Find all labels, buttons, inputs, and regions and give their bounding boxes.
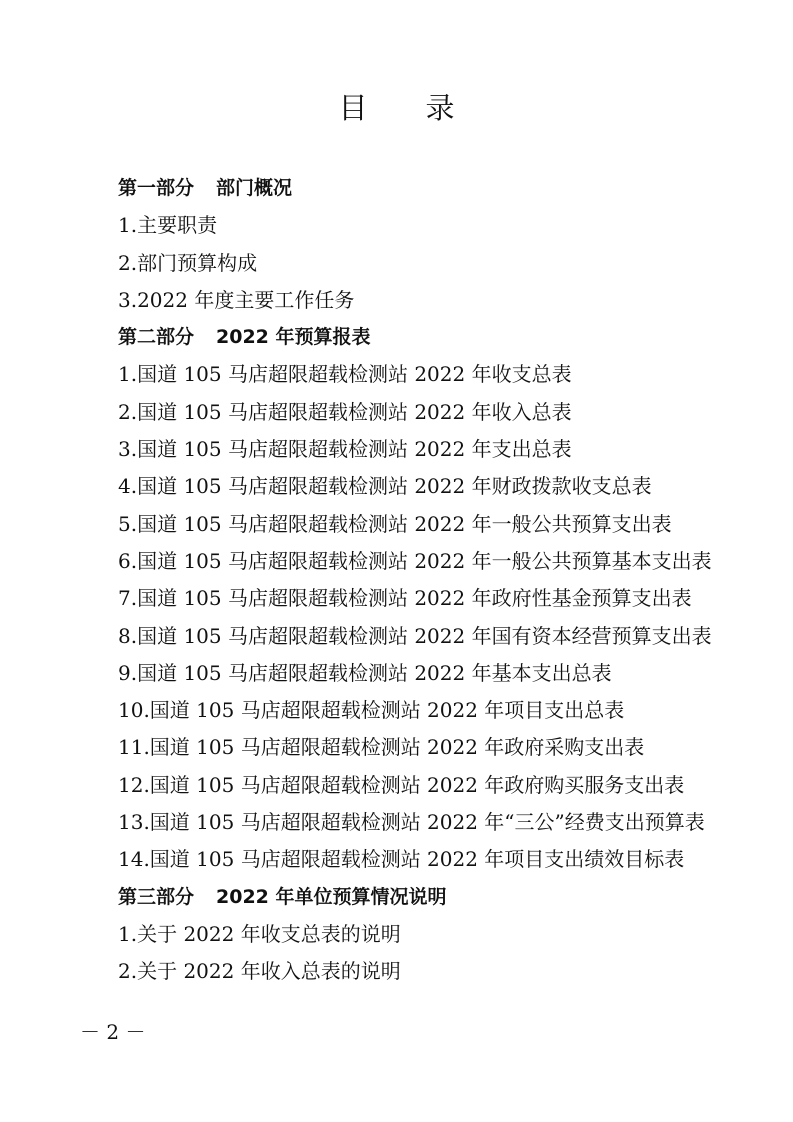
part-label: 第三部分 (118, 885, 195, 908)
part-name: 2022 年预算报表 (216, 326, 371, 349)
toc-item: 9.国道 105 马店超限超载检测站 2022 年基本支出总表 (118, 660, 612, 685)
toc-item: 1.主要职责 (118, 213, 218, 238)
toc-part-2-heading (118, 319, 758, 356)
toc-item: 4.国道 105 马店超限超载检测站 2022 年财政拨款收支总表 (118, 474, 652, 499)
page-title (0, 88, 793, 128)
toc-item: 12.国道 105 马店超限超载检测站 2022 年政府购买服务支出表 (118, 772, 685, 797)
toc-item: 2.关于 2022 年收入总表的说明 (118, 959, 401, 984)
toc-item: 13.国道 105 马店超限超载检测站 2022 年“三公”经费支出预算表 (118, 810, 705, 835)
part-label: 第二部分 (118, 326, 195, 349)
toc-item: 10.国道 105 马店超限超载检测站 2022 年项目支出总表 (118, 698, 625, 723)
table-of-contents (118, 170, 758, 991)
toc-item: 1.国道 105 马店超限超载检测站 2022 年收支总表 (118, 362, 572, 387)
toc-item: 3.国道 105 马店超限超载检测站 2022 年支出总表 (118, 437, 572, 462)
toc-item: 2.国道 105 马店超限超载检测站 2022 年收入总表 (118, 399, 572, 424)
toc-item: 7.国道 105 马店超限超载检测站 2022 年政府性基金预算支出表 (118, 586, 692, 611)
part-name: 部门概况 (216, 177, 293, 199)
toc-part-3-heading (118, 879, 758, 916)
part-name: 2022 年单位预算情况说明 (216, 885, 447, 908)
toc-item: 3.2022 年度主要工作任务 (118, 287, 355, 312)
part-label: 第一部分 (118, 177, 195, 199)
page-number: － 2 － (80, 1020, 146, 1044)
toc-item: 11.国道 105 马店超限超载检测站 2022 年政府采购支出表 (118, 735, 645, 760)
toc-part-1-heading (118, 170, 758, 207)
title-char-1: 目 (338, 91, 368, 125)
toc-item: 14.国道 105 马店超限超载检测站 2022 年项目支出绩效目标表 (118, 847, 685, 872)
toc-item: 1.关于 2022 年收支总表的说明 (118, 921, 401, 946)
toc-item: 8.国道 105 马店超限超载检测站 2022 年国有资本经营预算支出表 (118, 623, 712, 648)
toc-item: 2.部门预算构成 (118, 250, 258, 275)
toc-item: 6.国道 105 马店超限超载检测站 2022 年一般公共预算基本支出表 (118, 548, 712, 573)
toc-item: 5.国道 105 马店超限超载检测站 2022 年一般公共预算支出表 (118, 511, 672, 536)
title-char-2: 录 (425, 91, 455, 125)
